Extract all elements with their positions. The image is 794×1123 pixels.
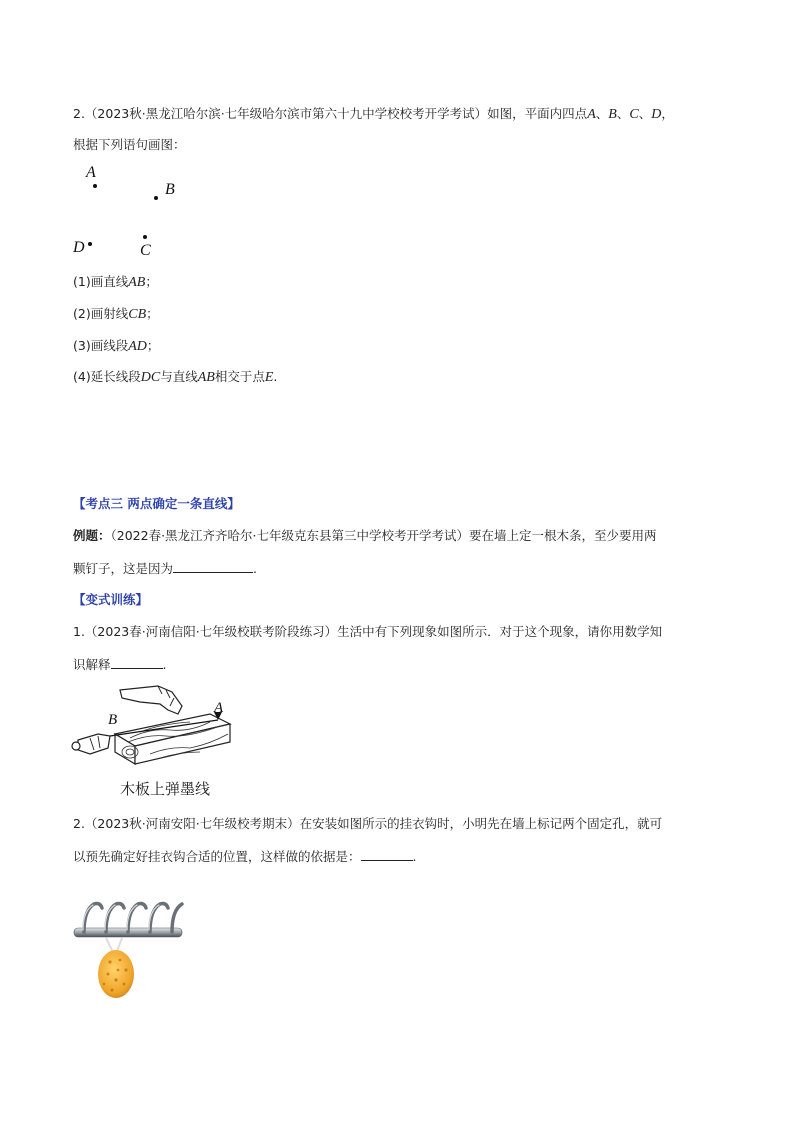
step-3: (3)画线段AD； (73, 338, 160, 354)
figure-caption: 木板上弹墨线 (120, 780, 211, 798)
answer-blank[interactable] (173, 558, 253, 573)
point-d-label: D (73, 239, 85, 256)
figure-label-b: B (108, 712, 118, 728)
point-a-label: A (86, 164, 96, 181)
answer-blank[interactable] (361, 846, 413, 861)
variant-heading: 【变式训练】 (73, 592, 149, 607)
point-b-dot (154, 196, 158, 200)
coat-hook-figure (70, 888, 190, 1003)
point-a-dot (93, 184, 97, 188)
variant-q2-line2: 以预先确定好挂衣钩合适的位置，这样做的依据是： . (73, 846, 417, 867)
wood-board-figure (70, 684, 240, 774)
variant-q1-line1: 1.（2023春·河南信阳·七年级校联考阶段练习）生活中有下列现象如图所示．对于这个现象，请你用数学知 (73, 624, 663, 639)
step-4: (4)延长线段DC与直线AB相交于点E. (73, 369, 278, 385)
example-label: 例题： (73, 528, 111, 543)
section3-heading: 【考点三 两点确定一条直线】 (73, 496, 240, 511)
q2-line2: 根据下列语句画图： (73, 137, 186, 152)
step-1: (1)画直线AB； (73, 274, 158, 290)
figure-label-a: A (214, 700, 224, 716)
point-c-label: C (140, 242, 151, 259)
point-b-label: B (165, 181, 175, 198)
q2-line1: 2.（2023秋·黑龙江哈尔滨·七年级哈尔滨市第六十九中学校校考开学考试）如图，平面内四点A、B、C、D， (73, 106, 674, 122)
variant-q1-line2: 识解释 . (73, 654, 167, 675)
answer-blank[interactable] (111, 654, 163, 669)
example-line1: 例题：（2022春·黑龙江齐齐哈尔·七年级克东县第三中学校考开学考试）要在墙上定一根木条，至少要用两 (73, 528, 657, 543)
point-c-dot (143, 235, 147, 239)
point-d-dot (88, 242, 92, 246)
variant-q2-line1: 2.（2023秋·河南安阳·七年级校考期末）在安装如图所示的挂衣钩时，小明先在墙上标记两个固定孔，就可 (73, 816, 663, 831)
example-line2: 颗钉子，这是因为 . (73, 558, 257, 579)
step-2: (2)画射线CB； (73, 306, 159, 322)
